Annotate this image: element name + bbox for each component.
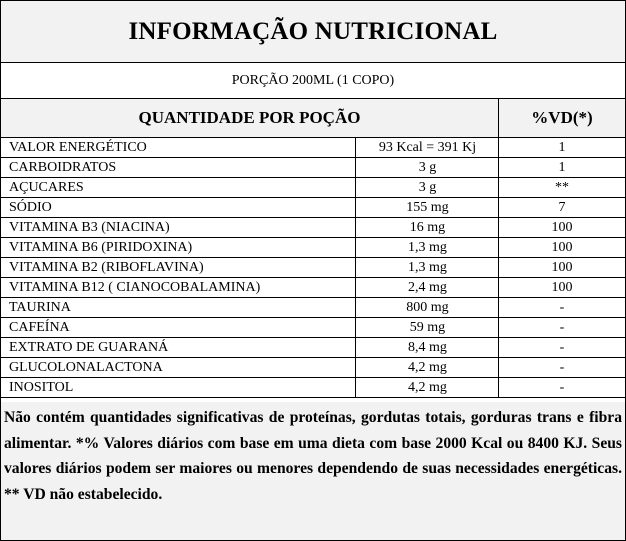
nutrient-name: VITAMINA B12 ( CIANOCOBALAMINA) xyxy=(1,278,356,297)
nutrient-name: VALOR ENERGÉTICO xyxy=(1,138,356,157)
nutrient-name: AÇUCARES xyxy=(1,178,356,197)
nutrient-vd: - xyxy=(559,360,565,375)
table-row xyxy=(1,358,625,378)
nutrient-amount: 800 mg xyxy=(357,298,499,317)
table-row xyxy=(1,238,625,258)
nutrient-name: VITAMINA B6 (PIRIDOXINA) xyxy=(1,238,356,257)
table-row xyxy=(1,278,625,298)
nutrient-amount: 4,2 mg xyxy=(357,378,499,397)
table-row xyxy=(1,138,625,158)
table-row xyxy=(1,178,625,198)
nutrient-vd: 100 xyxy=(551,280,573,295)
nutrient-amount: 1,3 mg xyxy=(357,258,499,277)
label-title: INFORMAÇÃO NUTRICIONAL xyxy=(1,1,625,63)
nutrient-name: INOSITOL xyxy=(1,378,356,397)
nutrient-vd: 100 xyxy=(551,240,573,255)
vd-header: %VD(*) xyxy=(531,108,593,127)
table-row xyxy=(1,258,625,278)
nutrient-vd: - xyxy=(559,300,565,315)
nutrient-amount: 1,3 mg xyxy=(357,238,499,257)
table-row xyxy=(1,198,625,218)
nutrient-amount: 59 mg xyxy=(357,318,499,337)
nutrient-amount: 155 mg xyxy=(357,198,499,217)
nutrient-vd: ** xyxy=(555,180,569,195)
nutrient-name: CARBOIDRATOS xyxy=(1,158,356,177)
nutrient-amount: 8,4 mg xyxy=(357,338,499,357)
nutrient-name: GLUCOLONALACTONA xyxy=(1,358,356,377)
table-row xyxy=(1,158,625,178)
table-row xyxy=(1,378,625,398)
portion-size: PORÇÃO 200ML (1 COPO) xyxy=(1,63,625,99)
nutrient-amount: 3 g xyxy=(357,158,499,177)
nutrient-vd: 1 xyxy=(558,140,566,155)
table-row xyxy=(1,218,625,238)
nutrient-vd: 1 xyxy=(558,160,566,175)
nutrient-amount: 4,2 mg xyxy=(357,358,499,377)
nutrient-amount: 16 mg xyxy=(357,218,499,237)
nutrient-vd: 100 xyxy=(551,260,573,275)
nutrient-table xyxy=(1,138,625,398)
nutrient-vd: 7 xyxy=(558,200,566,215)
nutrient-vd: - xyxy=(559,320,565,335)
table-row xyxy=(1,318,625,338)
table-header xyxy=(1,99,625,138)
nutrient-amount: 3 g xyxy=(357,178,499,197)
nutrient-name: VITAMINA B2 (RIBOFLAVINA) xyxy=(1,258,356,277)
table-row xyxy=(1,298,625,318)
quantity-header: QUANTIDADE POR POÇÃO xyxy=(1,99,499,137)
nutrient-name: SÓDIO xyxy=(1,198,356,217)
table-row xyxy=(1,338,625,358)
nutrient-vd: - xyxy=(559,380,565,395)
nutrient-name: TAURINA xyxy=(1,298,356,317)
footnote: Não contém quantidades significativas de proteínas, gordutas totais, gorduras trans e fibra alimentar. *% Valores diários com base em uma dieta com base 2000 Kcal ou 8400 KJ. Seus valores diários podem ser maiores ou menores dependendo de suas necessidades energéticas. ** VD não estabelecido. xyxy=(1,402,625,540)
nutrient-name: EXTRATO DE GUARANÁ xyxy=(1,338,356,357)
nutrient-vd: - xyxy=(559,340,565,355)
nutrient-amount: 2,4 mg xyxy=(357,278,499,297)
nutrient-name: CAFEÍNA xyxy=(1,318,356,337)
nutrient-amount: 93 Kcal = 391 Kj xyxy=(357,138,499,157)
nutrient-vd: 100 xyxy=(551,220,573,235)
nutrient-name: VITAMINA B3 (NIACINA) xyxy=(1,218,356,237)
